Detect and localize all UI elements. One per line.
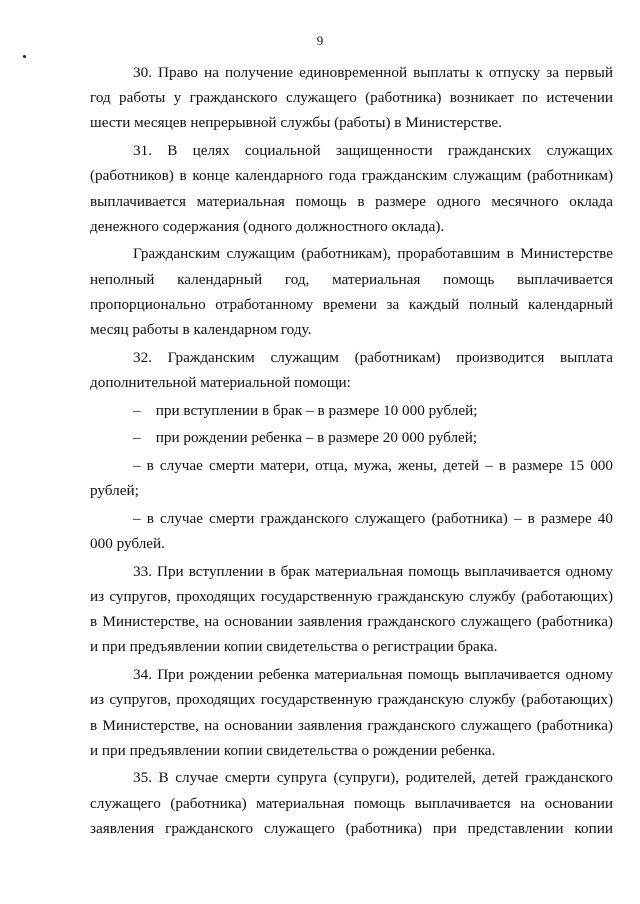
paragraph-31: 31. В целях социальной защищенности гражданских служащих (работников) в конце календарного года гражданским служащим (работникам) выплачивается материальная помощь в размере одного месячного оклада денежного содержания (одного должностного оклада).: [90, 142, 613, 235]
document-body: [90, 60, 613, 841]
list-item-childbirth: – при рождении ребенка – в размере 20 000 рублей;: [133, 429, 478, 447]
list-item-marriage: – при вступлении в брак – в размере 10 000 рублей;: [133, 401, 478, 419]
scan-speck: [23, 55, 26, 58]
paragraph-34: 34. При рождении ребенка материальная помощь выплачивается одному из супругов, проходящих государственную гражданскую службу (работающих) в Министерстве, на основании заявления гражданского служащего (работника) и при предъявлении копии свидетельства о рождении ребенка.: [90, 666, 613, 759]
list-item-death-employee: – в случае смерти гражданского служащего (работника) – в размере 40 000 рублей.: [90, 509, 613, 553]
page-number: 9: [316, 33, 324, 48]
paragraph-30: 30. Право на получение единовременной выплаты к отпуску за первый год работы у гражданского служащего (работника) возникает по истечении шести месяцев непрерывной службы (работы) в Министерстве.: [90, 64, 613, 132]
paragraph-32: 32. Гражданским служащим (работникам) производится выплата дополнительной материальной помощи:: [90, 348, 613, 391]
list-item-death-relatives: – в случае смерти матери, отца, мужа, жены, детей – в размере 15 000 рублей;: [90, 457, 613, 500]
paragraph-33: 33. При вступлении в брак материальная помощь выплачивается одному из супругов, проходящих государственную гражданскую службу (работающих) в Министерстве, на основании заявления гражданского служащего (работника) и при предъявлении копии свидетельства о регистрации брака.: [90, 562, 613, 656]
paragraph-31-continuation: Гражданским служащим (работникам), проработавшим в Министерстве неполный календарный год, материальная помощь выплачивается пропорционально отработанному времени за каждый полный календарный месяц работы в календарном году.: [90, 245, 613, 339]
paragraph-35: 35. В случае смерти супруга (супруги), родителей, детей гражданского служащего (работника) материальная помощь выплачивается на основании заявления гражданского служащего (работника) при представлении копии: [90, 769, 613, 837]
